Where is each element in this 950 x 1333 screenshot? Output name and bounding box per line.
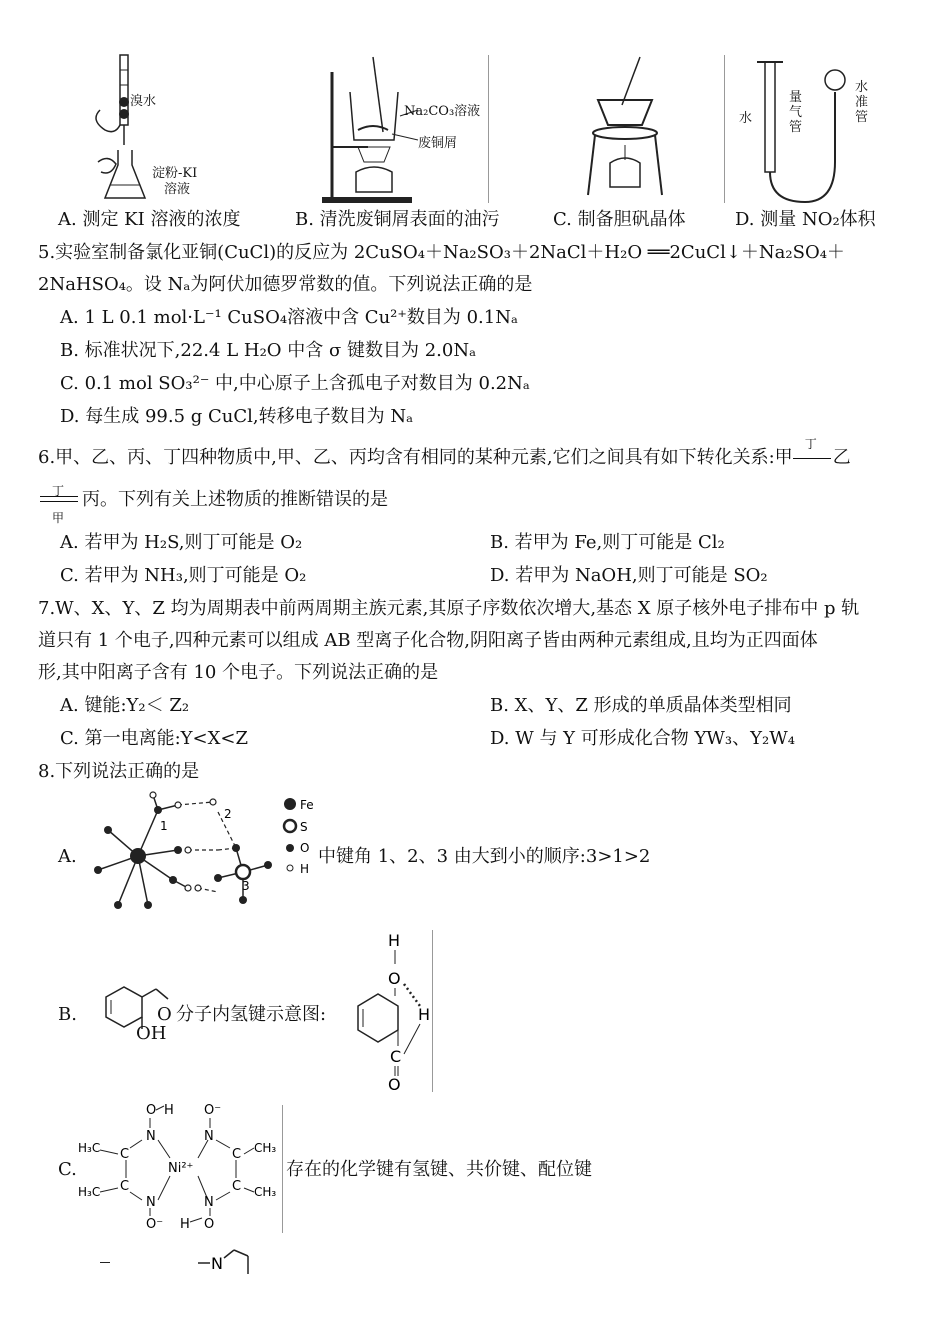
svg-text:H₃C: H₃C: [78, 1141, 101, 1155]
q8-a-label: A.: [58, 846, 77, 867]
q6-option-d: D. 若甲为 NaOH,则丁可能是 SO₂: [490, 565, 768, 586]
svg-text:N: N: [204, 1129, 214, 1144]
q6-option-c: C. 若甲为 NH₃,则丁可能是 O₂: [60, 565, 307, 586]
q8-b-label: B.: [58, 1004, 77, 1025]
q6-stem-text: 6.甲、乙、丙、丁四种物质中,甲、乙、丙均含有相同的某种元素,它们之间具有如下转化关系:甲: [38, 447, 793, 468]
apparatus-c: [580, 55, 670, 205]
q5-option-b: B. 标准状况下,22.4 L H₂O 中含 σ 键数目为 2.0Nₐ: [60, 340, 477, 361]
svg-text:C: C: [120, 1179, 130, 1194]
atom-c: C: [390, 1047, 402, 1066]
apparatus-a: [80, 50, 210, 205]
ni-center: Ni²⁺: [168, 1161, 194, 1176]
partial-ring: [196, 1246, 256, 1276]
b-sub-oh: OH: [136, 1023, 167, 1044]
q5-stem-line1: 5.实验室制备氯化亚铜(CuCl)的反应为 2CuSO₄＋Na₂SO₃＋2NaCl＋H₂O ══2CuCl↓＋Na₂SO₄＋: [38, 242, 845, 263]
eq-arrow-bottom: 甲: [52, 511, 65, 525]
svg-text:O: O: [204, 1217, 215, 1232]
svg-text:H: H: [180, 1217, 190, 1232]
angle-3: 3: [242, 879, 250, 893]
q5-option-d: D. 每生成 99.5 g CuCl,转移电子数目为 Nₐ: [60, 406, 414, 427]
q7-stem-line2: 道只有 1 个电子,四种元素可以组成 AB 型离子化合物,阴阳离子皆由两种元素组成,且均为正四面体: [38, 630, 818, 651]
q5-stem-line2: 2NaHSO₄。设 Nₐ为阿伏加德罗常数的值。下列说法正确的是: [38, 274, 533, 295]
svg-text:H: H: [164, 1103, 174, 1118]
legend-s: S: [300, 820, 308, 834]
svg-text:O: O: [146, 1103, 157, 1118]
divider: [432, 930, 433, 1092]
apparatus-d: [735, 52, 885, 207]
svg-text:N: N: [146, 1129, 156, 1144]
caption-a: A. 测定 KI 溶液的浓度: [58, 209, 241, 230]
h-bond-diagram: [338, 928, 438, 1096]
arrow-reagent: 丁: [804, 437, 817, 451]
gas-burette-drawing: [735, 52, 885, 207]
q7-stem-line3: 形,其中阳离子含有 10 个电子。下列说法正确的是: [38, 662, 439, 683]
atom-o-top: O: [388, 969, 401, 988]
svg-text:H₃C: H₃C: [78, 1185, 101, 1199]
q6-stem-line2: [38, 484, 388, 525]
label-scrap-copper: 废铜屑: [418, 136, 458, 151]
svg-text:C: C: [232, 1147, 242, 1162]
svg-text:C: C: [232, 1179, 242, 1194]
fe-complex-figure: [78, 790, 318, 918]
beaker-burner-drawing: [318, 52, 488, 207]
svg-text:CH₃: CH₃: [254, 1141, 277, 1155]
svg-text:N: N: [204, 1195, 214, 1210]
q6-option-b: B. 若甲为 Fe,则丁可能是 Cl₂: [490, 532, 725, 553]
burette-flask-drawing: [80, 50, 210, 205]
q6-yi: 乙: [832, 447, 851, 468]
q5-option-a: A. 1 L 0.1 mol·L⁻¹ CuSO₄溶液中含 Cu²⁺数目为 0.1Nₐ: [60, 307, 518, 328]
eq-arrow-top: 丁: [52, 484, 65, 498]
caption-d: D. 测量 NO₂体积: [735, 209, 876, 230]
svg-text:C: C: [120, 1147, 130, 1162]
equilibrium-arrow: [40, 496, 78, 497]
q7-option-d: D. W 与 Y 可形成化合物 YW₃、Y₂W₄: [490, 728, 795, 749]
label-water: 水: [739, 111, 753, 126]
q8-c-label: C.: [58, 1159, 77, 1180]
caption-b: B. 清洗废铜屑表面的油污: [295, 209, 500, 230]
legend-h: H: [300, 862, 310, 876]
divider: [724, 55, 725, 203]
legend-fe: Fe: [300, 798, 314, 812]
q7-stem-line1: 7.W、X、Y、Z 均为周期表中前两周期主族元素,其原子序数依次增大,基态 X 原子核外电子排布中 p 轨: [38, 598, 860, 619]
label-gas-burette: 量气管: [789, 90, 803, 135]
q8-c-text: 存在的化学键有氢键、共价键、配位键: [286, 1159, 592, 1180]
ni-complex-structure: [76, 1100, 282, 1235]
q8-stem: 8.下列说法正确的是: [38, 761, 200, 782]
d-dash: [100, 1262, 110, 1263]
divider: [282, 1105, 283, 1233]
q7-option-b: B. X、Y、Z 形成的单质晶体类型相同: [490, 695, 792, 716]
divider: [488, 55, 489, 203]
label-solution: 溶液: [164, 182, 191, 197]
label-bromine-water: 溴水: [130, 94, 157, 109]
q8-a-text: 中键角 1、2、3 由大到小的顺序:3>1>2: [318, 846, 651, 867]
label-na2co3: Na₂CO₃溶液: [404, 104, 481, 119]
q6-stem-line1: [38, 437, 851, 473]
svg-text:O⁻: O⁻: [204, 1103, 222, 1118]
atom-h-top: H: [388, 931, 401, 950]
apparatus-b: [318, 52, 488, 207]
atom-o-bottom: O: [388, 1075, 401, 1094]
q7-option-a: A. 键能:Y₂＜ Z₂: [60, 695, 190, 716]
label-starch-ki: 淀粉-KI: [152, 166, 198, 181]
molecule-model: [78, 790, 318, 918]
angle-1: 1: [160, 819, 168, 833]
evaporating-dish-drawing: [580, 55, 670, 205]
svg-text:N: N: [211, 1254, 223, 1273]
ni-complex-drawing: [76, 1100, 282, 1235]
svg-text:CH₃: CH₃: [254, 1185, 277, 1199]
h-bond-drawing: [338, 928, 438, 1096]
q5-option-c: C. 0.1 mol SO₃²⁻ 中,中心原子上含孤电子对数目为 0.2Nₐ: [60, 373, 530, 394]
svg-text:O⁻: O⁻: [146, 1217, 164, 1232]
q6-option-a: A. 若甲为 H₂S,则丁可能是 O₂: [60, 532, 303, 553]
label-level-tube: 水准管: [855, 80, 869, 125]
b-sub-o: O: [157, 1004, 172, 1025]
q6-stem-text2: 丙。下列有关上述物质的推断错误的是: [82, 489, 388, 510]
atom-h-right: H: [418, 1005, 431, 1024]
caption-c: C. 制备胆矾晶体: [553, 209, 686, 230]
legend-o: O: [300, 841, 310, 855]
svg-text:N: N: [146, 1195, 156, 1210]
q8-d-partial-structure: [196, 1246, 256, 1276]
q7-option-c: C. 第一电离能:Y<X<Z: [60, 728, 249, 749]
q8-b-text: 分子内氢键示意图:: [176, 1004, 327, 1025]
angle-2: 2: [224, 807, 232, 821]
